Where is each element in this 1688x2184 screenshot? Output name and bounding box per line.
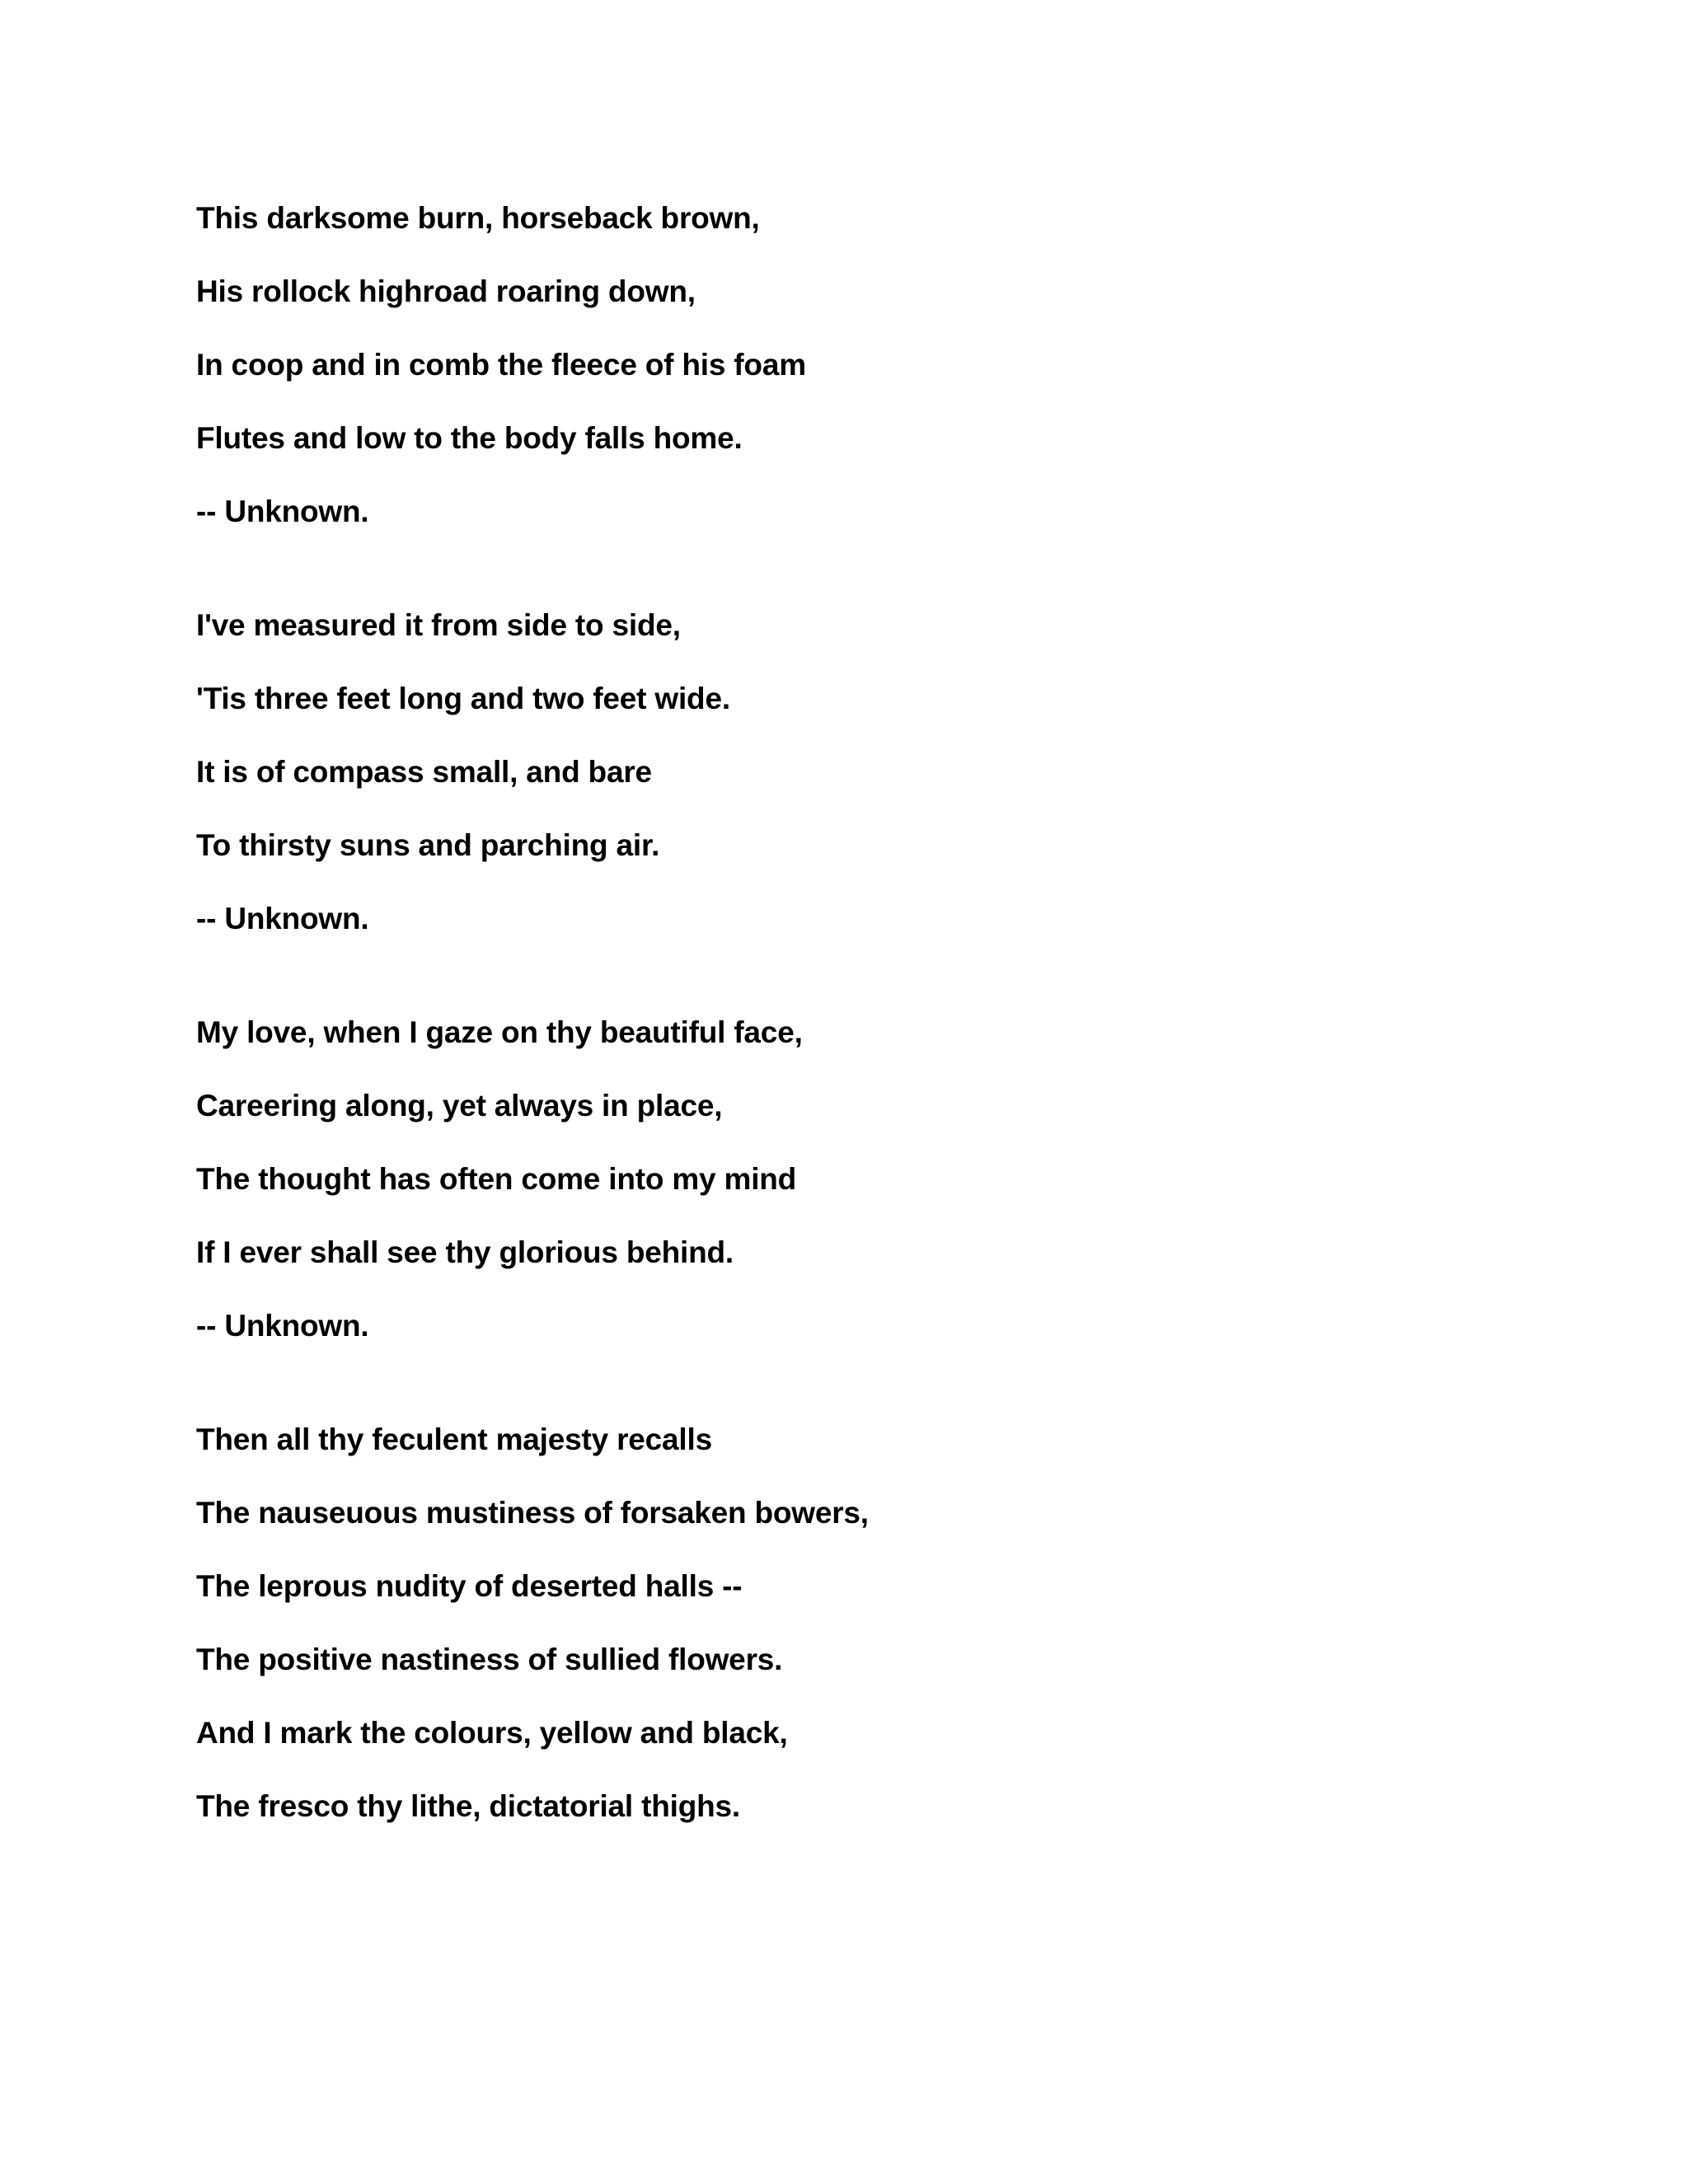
stanza-line: My love, when I gaze on thy beautiful face,	[196, 1015, 803, 1049]
stanza-line: The fresco thy lithe, dictatorial thighs.	[196, 1789, 740, 1823]
stanza-3	[196, 1012, 1515, 1347]
document-body	[196, 198, 1515, 1859]
stanza-4	[196, 1419, 1515, 1827]
stanza-line: In coop and in comb the fleece of his foam	[196, 348, 806, 382]
stanza-line: I've measured it from side to side,	[196, 608, 681, 642]
stanza-line: Careering along, yet always in place,	[196, 1089, 723, 1122]
stanza-line: To thirsty suns and parching air.	[196, 828, 660, 862]
stanza-line: It is of compass small, and bare	[196, 755, 652, 789]
stanza-line: The leprous nudity of deserted halls --	[196, 1569, 743, 1603]
attribution: -- Unknown.	[196, 1309, 369, 1343]
stanza-line: The nauseuous mustiness of forsaken bowers,	[196, 1496, 869, 1530]
stanza-line: 'Tis three feet long and two feet wide.	[196, 682, 730, 715]
stanza-line: The thought has often come into my mind	[196, 1162, 797, 1196]
stanza-line: This darksome burn, horseback brown,	[196, 201, 760, 235]
stanza-line: Then all thy feculent majesty recalls	[196, 1422, 712, 1456]
stanza-line: And I mark the colours, yellow and black,	[196, 1716, 788, 1750]
stanza-line: If I ever shall see thy glorious behind.	[196, 1235, 734, 1269]
attribution: -- Unknown.	[196, 494, 369, 528]
stanza-2	[196, 605, 1515, 940]
stanza-1	[196, 198, 1515, 532]
stanza-line: His rollock highroad roaring down,	[196, 274, 696, 308]
stanza-line: The positive nastiness of sullied flowers.	[196, 1643, 783, 1676]
attribution: -- Unknown.	[196, 902, 369, 935]
stanza-line: Flutes and low to the body falls home.	[196, 421, 743, 455]
